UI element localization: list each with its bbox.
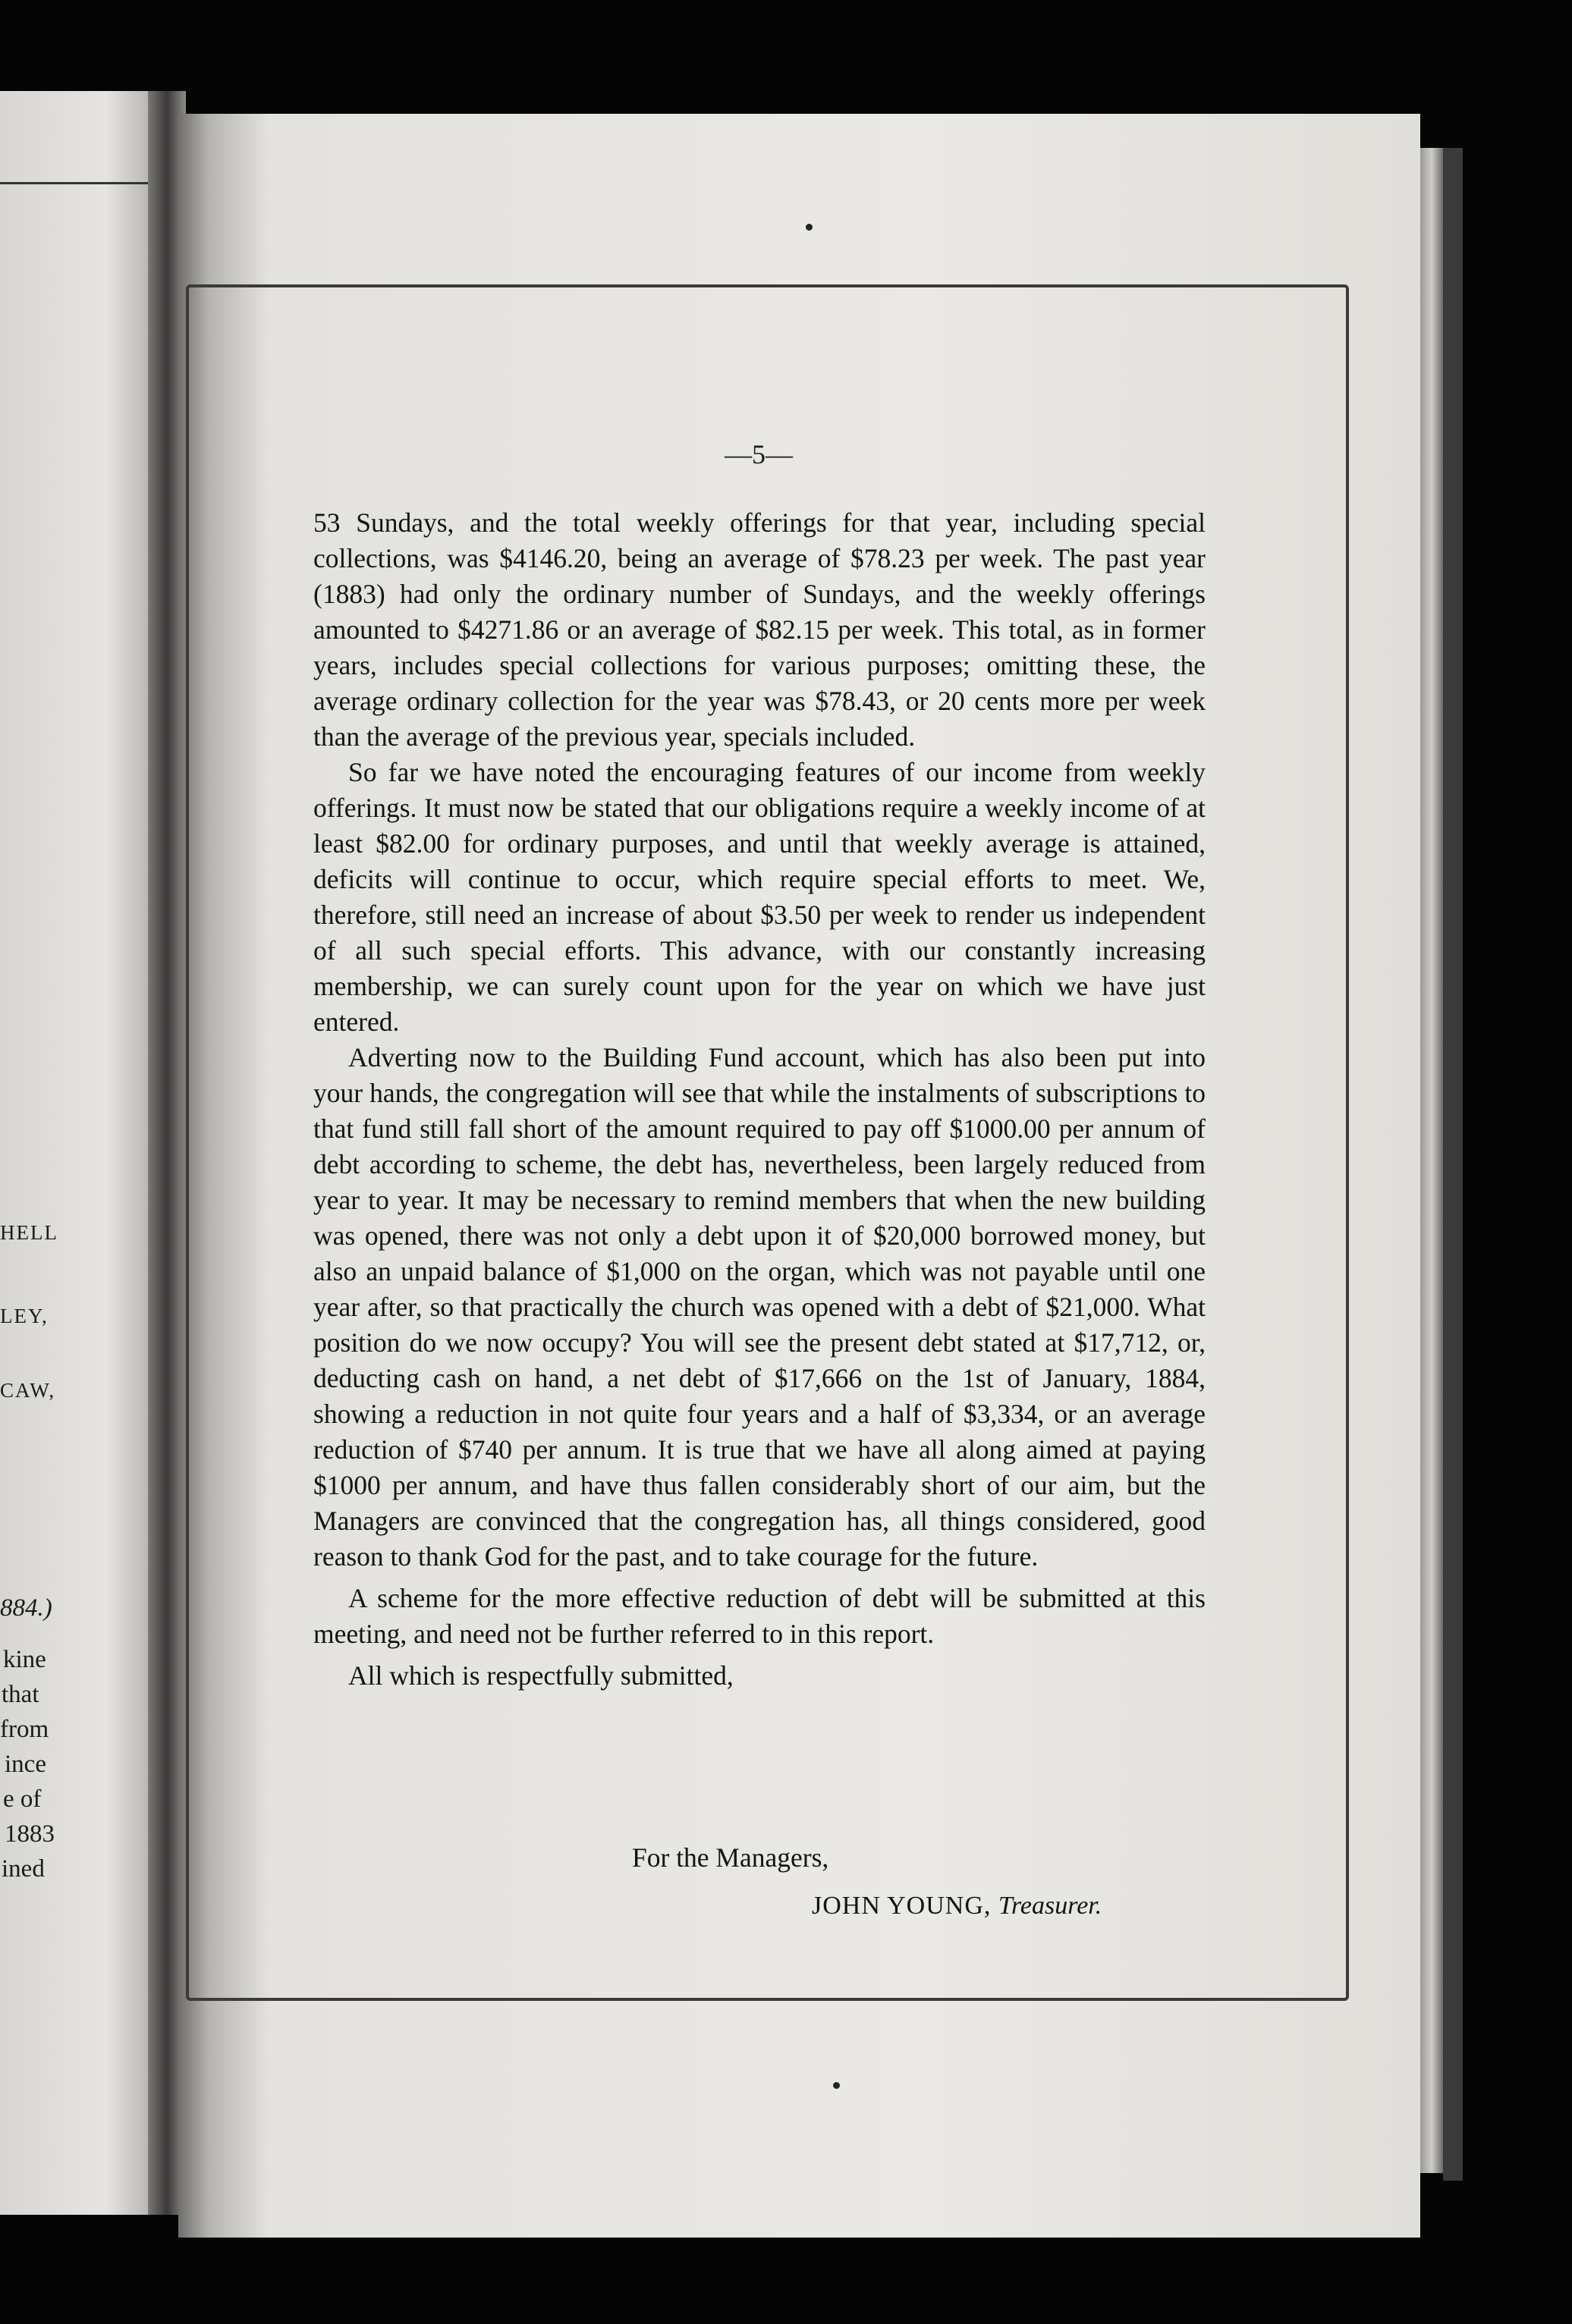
- paragraph: 53 Sundays, and the total weekly offerings for that year, including special collections, was $4146.20, being an average of $78.23 per week. The past year (1883) had only the ordinary number of Sundays, and the weekly offerings amounted to $4271.86 or an average of $82.15 per week. This total, as in former years, includes special collections for various purposes; omitting these, the average ordinary collection for the year was $78.43, or 20 cents more per week than the average of the previous year, specials included.: [313, 507, 1206, 752]
- left-fragment: ince: [5, 1751, 46, 1778]
- signatory-title: Treasurer.: [998, 1892, 1102, 1920]
- paragraph: Adverting now to the Building Fund account, which has also been put into your hands, the congregation will see that while the instalments of subscriptions to that fund still fall short of the amount required to pay off $1000.00 per annum of debt according to scheme, the debt has, nevertheless, been largely reduced from year to year. It may be necessary to remind members that when the new building was opened, there was not only a debt upon it of $20,000 borrowed money, but also an unpaid balance of $1,000 on the organ, which was not payable until one year after, so that practically the church was opened with a debt of $21,000. What position do we now occupy? You will see the present debt stated at $17,712, or, deducting cash on hand, a net debt of $17,666 on the 1st of January, 1884, showing a reduction in not quite four years and a half of $3,334, or an average reduction of $740 per annum. It is true that we have all along aimed at paying $1000 per annum, and have thus fallen considerably short of our aim, but the Managers are convinced that the congregation has, all things considered, good reason to thank God for the past, and to take courage for the future.: [313, 1042, 1206, 1572]
- paragraph: All which is respectfully submitted,: [348, 1660, 734, 1691]
- left-fragment: CAW,: [0, 1379, 56, 1402]
- left-fragment: 884.): [0, 1594, 52, 1622]
- left-fragment: that: [2, 1681, 39, 1708]
- speck: [833, 2082, 840, 2089]
- paragraph: A scheme for the more effective reduction of debt will be submitted at this meeting, and need not be further referred to in this report.: [313, 1583, 1206, 1649]
- signature: [812, 1892, 1102, 1920]
- left-fragment: ined: [2, 1855, 45, 1883]
- paragraph: So far we have noted the encouraging features of our income from weekly offerings. It must now be stated that our obligations require a weekly income of at least $82.00 for ordinary purposes, and until that weekly average is attained, deficits will continue to occur, which require special efforts to meet. We, therefore, still need an increase of about $3.50 per week to render us independent of all such special efforts. This advance, with our constantly increasing membership, we can surely count upon for the year on which we have just entered.: [313, 757, 1206, 1037]
- page-edge: [1420, 148, 1443, 2173]
- left-fragment: from: [0, 1716, 49, 1743]
- cover-edge: [1443, 148, 1463, 2181]
- page-number: —5—: [725, 439, 793, 470]
- left-fragment: HELL: [0, 1221, 58, 1244]
- left-fragment: e of: [3, 1785, 42, 1813]
- left-fragment: LEY,: [0, 1305, 49, 1327]
- left-fragment: kine: [3, 1646, 46, 1673]
- left-fragment: 1883: [5, 1820, 55, 1848]
- signatory-name: JOHN YOUNG,: [812, 1892, 992, 1920]
- speck: [806, 224, 813, 231]
- left-page-rule: [0, 182, 159, 184]
- signature-line: For the Managers,: [632, 1842, 829, 1873]
- report-body: [313, 505, 1206, 1694]
